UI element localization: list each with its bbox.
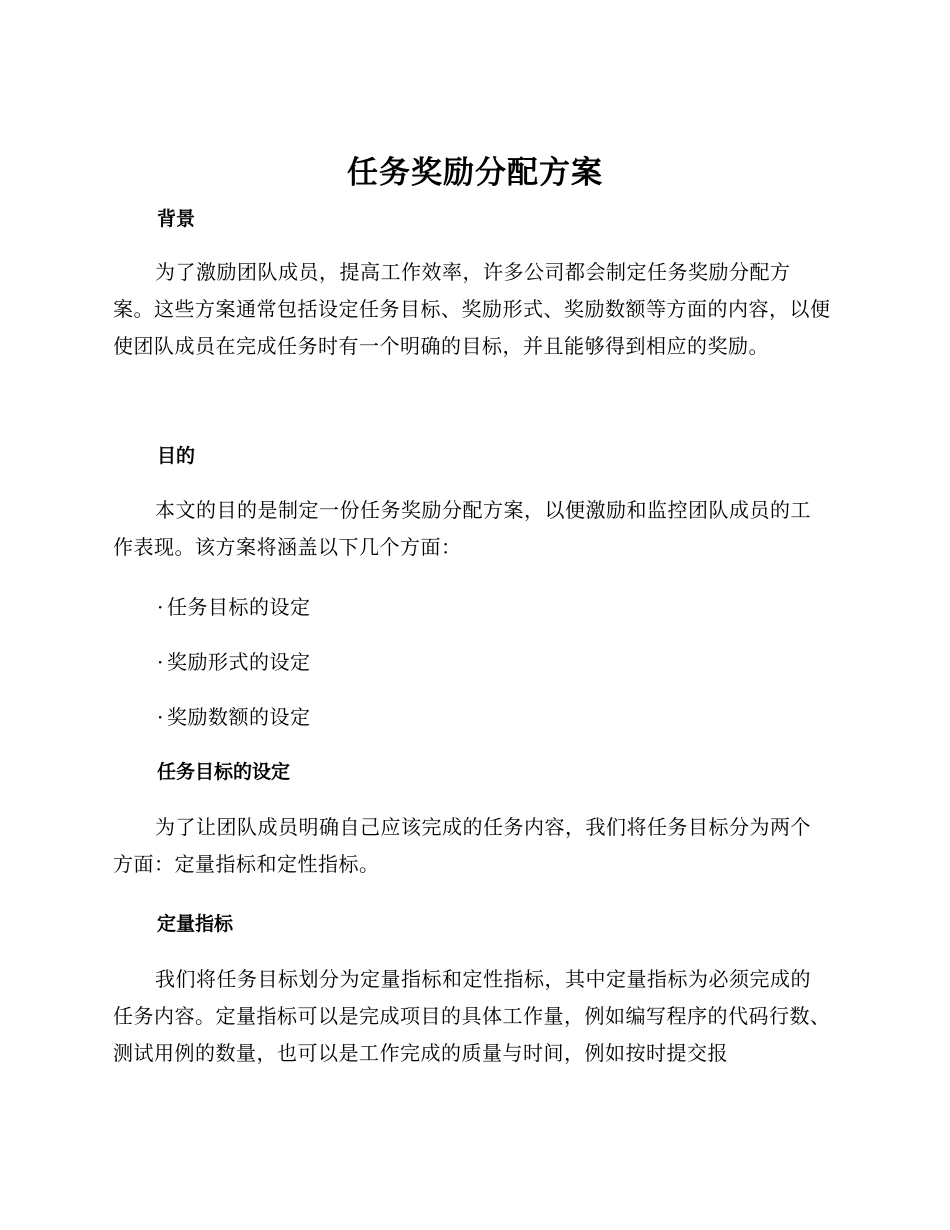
list-item (157, 592, 311, 622)
bullet-marker: · (157, 650, 164, 674)
list-item (157, 702, 311, 732)
heading-goal-setting: 任务目标的设定 (157, 761, 291, 783)
heading-purpose: 目的 (157, 445, 196, 467)
list-item (157, 647, 311, 677)
heading-quantitative: 定量指标 (157, 913, 234, 935)
document-title: 任务奖励分配方案 (347, 155, 603, 191)
bullet-marker: · (157, 595, 164, 619)
paragraph-purpose: 本文的目的是制定一份任务奖励分配方案，以便激励和监控团队成员的工作表现。该方案将涵盖以下几个方面： (113, 498, 811, 559)
heading-background: 背景 (157, 208, 196, 230)
paragraph-quantitative: 我们将任务目标划分为定量指标和定性指标，其中定量指标为必须完成的任务内容。定量指标可以是完成项目的具体工作量，例如编写程序的代码行数、测试用例的数量，也可以是工作完成的质量与时间，例如按时提交报 (113, 967, 831, 1065)
paragraph-goal-setting: 为了让团队成员明确自己应该完成的任务内容，我们将任务目标分为两个方面：定量指标和定性指标。 (113, 815, 811, 876)
paragraph-background: 为了激励团队成员，提高工作效率，许多公司都会制定任务奖励分配方案。这些方案通常包括设定任务目标、奖励形式、奖励数额等方面的内容，以便使团队成员在完成任务时有一个明确的目标，并且能够得到相应的奖励。 (113, 260, 831, 358)
list-item-text: 奖励形式的设定 (167, 650, 311, 674)
list-item-text: 奖励数额的设定 (167, 705, 311, 729)
list-item-text: 任务目标的设定 (167, 595, 311, 619)
bullet-marker: · (157, 705, 164, 729)
